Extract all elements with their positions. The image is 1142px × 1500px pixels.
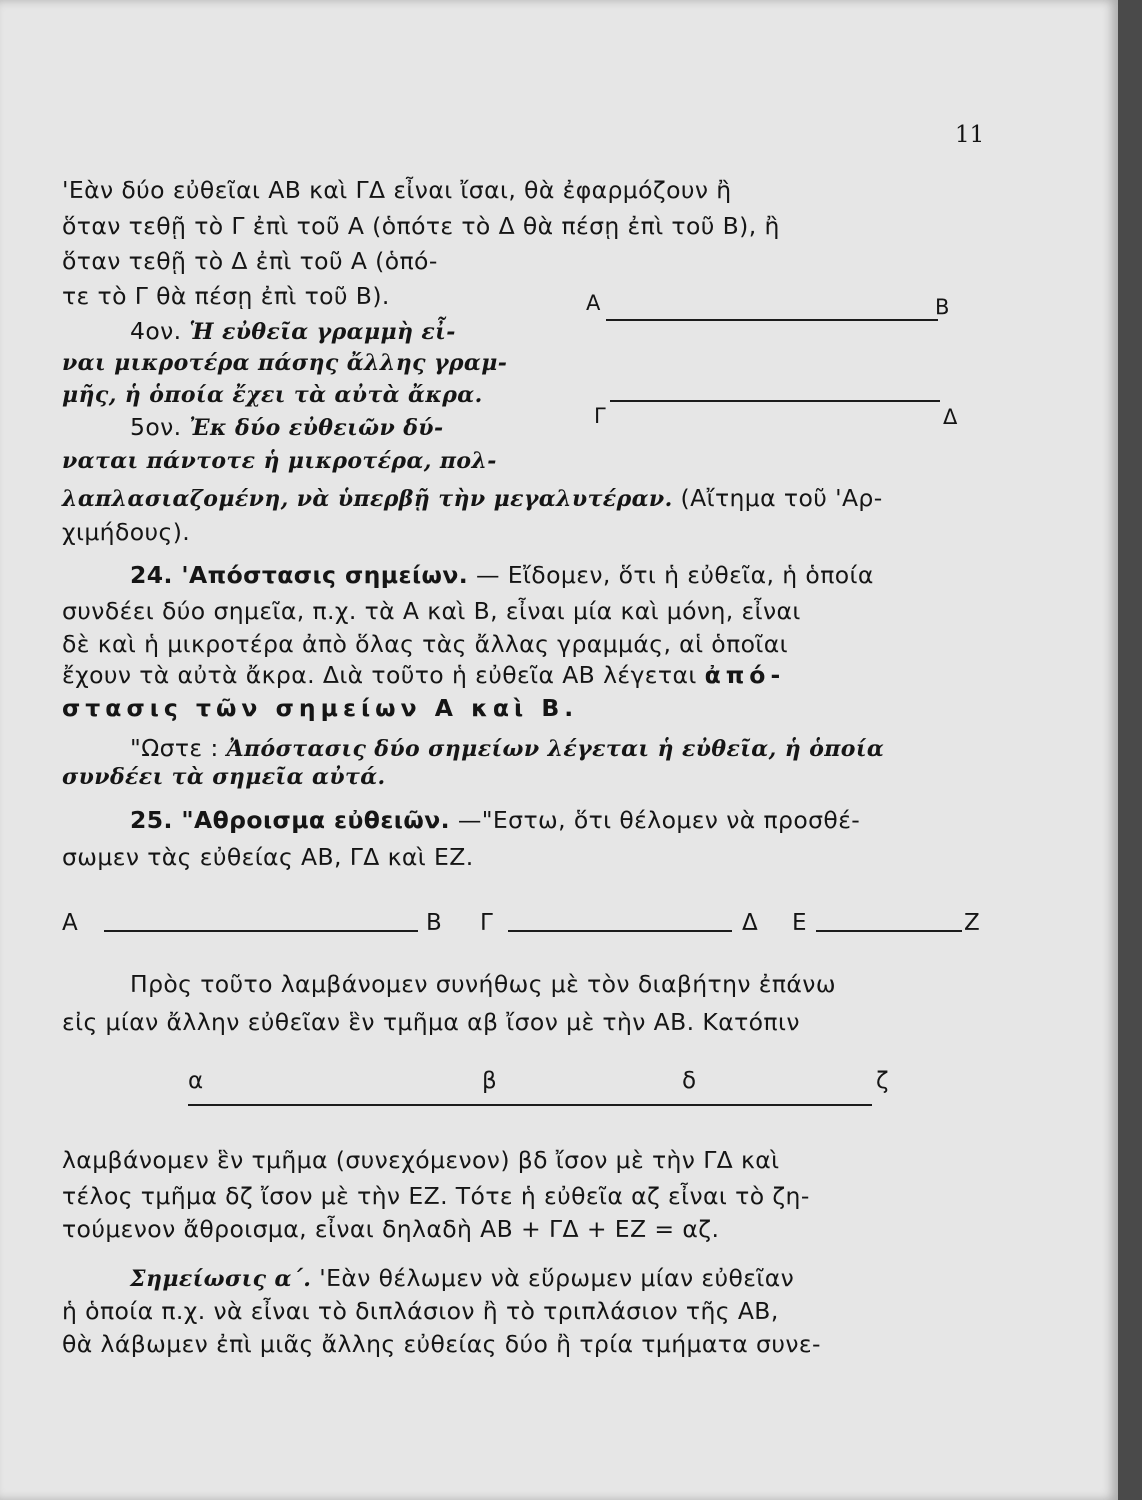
- text-line: 'Εὰν δύο εὐθεῖαι ΑΒ καὶ ΓΔ εἶναι ἴσαι, θὰ ἐφαρμόζουν ἢ: [62, 176, 732, 204]
- segment-alpha-zeta: [188, 1104, 872, 1106]
- text-line: ἡ ὁποία π.χ. νὰ εἶναι τὸ διπλάσιον ἢ τὸ τριπλάσιον τῆς ΑΒ,: [62, 1297, 779, 1325]
- point-label-e: Ε: [792, 910, 807, 936]
- text-line: ὅταν τεθῇ τὸ Δ ἐπὶ τοῦ Α (ὁπό-: [62, 247, 438, 275]
- text-line: στασις τῶν σημείων Α καὶ Β.: [62, 694, 579, 722]
- text-line: [130, 1264, 794, 1292]
- text-line: [130, 561, 874, 589]
- point-label-a: Α: [62, 910, 78, 936]
- italic-text: Ἀπόστασις δύο σημείων λέγεται ἡ εὐθεῖα, ἡ ὁποία: [226, 736, 885, 762]
- plain-text: "Ωστε :: [130, 734, 219, 762]
- page-number: 11: [955, 122, 985, 148]
- text-line: χιμήδους).: [62, 518, 191, 546]
- text-line: μῆς, ἡ ὁποία ἔχει τὰ αὐτὰ ἄκρα.: [62, 382, 483, 408]
- point-label-delta: δ: [682, 1068, 697, 1094]
- segment-ab: [104, 930, 418, 932]
- spaced-term: ἀπό-: [704, 661, 786, 689]
- section-heading: 24. 'Απόστασις σημείων.: [130, 561, 469, 589]
- text-line: τε τὸ Γ θὰ πέσῃ ἐπὶ τοῦ Β).: [62, 282, 390, 310]
- point-label-b: Β: [426, 910, 442, 936]
- text-line: σωμεν τὰς εὐθείας ΑΒ, ΓΔ καὶ ΕΖ.: [62, 843, 474, 871]
- plain-text: ἔχουν τὰ αὐτὰ ἄκρα. Διὰ τοῦτο ἡ εὐθεῖα ΑΒ λέγεται: [62, 661, 697, 689]
- section-heading: 25. "Αθροισμα εὐθειῶν.: [130, 806, 450, 834]
- text-line: θὰ λάβωμεν ἐπὶ μιᾶς ἄλλης εὐθείας δύο ἢ τρία τμήματα συνε-: [62, 1330, 821, 1358]
- text-line: [130, 734, 884, 762]
- plain-text: 'Εὰν θέλωμεν νὰ εὕρωμεν μίαν εὐθεῖαν: [319, 1264, 795, 1292]
- text-line: Πρὸς τοῦτο λαμβάνομεν συνήθως μὲ τὸν διαβήτην ἐπάνω: [130, 970, 836, 998]
- text-line: συνδέει τὰ σημεῖα αὐτά.: [62, 764, 386, 790]
- text-line: εἰς μίαν ἄλλην εὐθεῖαν ἓν τμῆμα αβ ἴσον μὲ τὴν ΑΒ. Κατόπιν: [62, 1008, 800, 1036]
- text-line: τέλος τμῆμα δζ ἴσον μὲ τὴν ΕΖ. Τότε ἡ εὐθεῖα αζ εἶναι τὸ ζη-: [62, 1182, 810, 1210]
- italic-text: λαπλασιαζομένη, νὰ ὑπερβῇ τὴν μεγαλυτέραν.: [62, 486, 673, 512]
- point-label-d: Δ: [943, 405, 958, 429]
- text-line: ναι μικροτέρα πάσης ἄλλης γραμ-: [62, 350, 508, 376]
- page-edge-shadow: [1118, 0, 1142, 1500]
- point-label-zeta: ζ: [876, 1068, 889, 1094]
- segment-ez: [816, 930, 962, 932]
- item-number: 5ον.: [130, 413, 182, 441]
- plain-text: — Εἴδομεν, ὅτι ἡ εὐθεῖα, ἡ ὁποία: [475, 561, 874, 589]
- text-line: [62, 661, 785, 689]
- text-line: [130, 413, 443, 441]
- italic-text: Σημείωσις α΄.: [130, 1266, 312, 1292]
- italic-text: Ἡ εὐθεῖα γραμμὴ εἶ-: [189, 319, 456, 345]
- segment-gd: [508, 930, 732, 932]
- text-line: τούμενον ἄθροισμα, εἶναι δηλαδὴ ΑΒ + ΓΔ + ΕΖ = αζ.: [62, 1215, 720, 1243]
- point-label-g: Γ: [594, 404, 606, 428]
- text-line: ὅταν τεθῇ τὸ Γ ἐπὶ τοῦ Α (ὁπότε τὸ Δ θὰ πέσῃ ἐπὶ τοῦ Β), ἢ: [62, 212, 780, 240]
- text-line: [130, 806, 860, 834]
- point-label-beta: β: [482, 1068, 497, 1094]
- point-label-d: Δ: [742, 910, 758, 936]
- text-line: λαμβάνομεν ἓν τμῆμα (συνεχόμενον) βδ ἴσον μὲ τὴν ΓΔ καὶ: [62, 1146, 780, 1174]
- point-label-z: Ζ: [964, 910, 980, 936]
- plain-text: (Αἴτημα τοῦ 'Αρ-: [680, 484, 883, 512]
- point-label-a: Α: [586, 291, 601, 315]
- segment-ab: [606, 319, 938, 321]
- text-line: συνδέει δύο σημεῖα, π.χ. τὰ Α καὶ Β, εἶναι μία καὶ μόνη, εἶναι: [62, 597, 801, 625]
- text-line: [130, 317, 456, 345]
- item-number: 4ον.: [130, 317, 182, 345]
- point-label-alpha: α: [188, 1068, 204, 1094]
- plain-text: —"Εστω, ὅτι θέλομεν νὰ προσθέ-: [457, 806, 861, 834]
- point-label-g: Γ: [480, 910, 493, 936]
- text-line: [62, 484, 883, 512]
- point-label-b: Β: [935, 295, 950, 319]
- segment-gd: [610, 400, 940, 402]
- text-line: δὲ καὶ ἡ μικροτέρα ἀπὸ ὅλας τὰς ἄλλας γραμμάς, αἱ ὁποῖαι: [62, 630, 788, 658]
- text-line: ναται πάντοτε ἡ μικροτέρα, πολ-: [62, 448, 497, 474]
- italic-text: Ἐκ δύο εὐθειῶν δύ-: [189, 415, 444, 441]
